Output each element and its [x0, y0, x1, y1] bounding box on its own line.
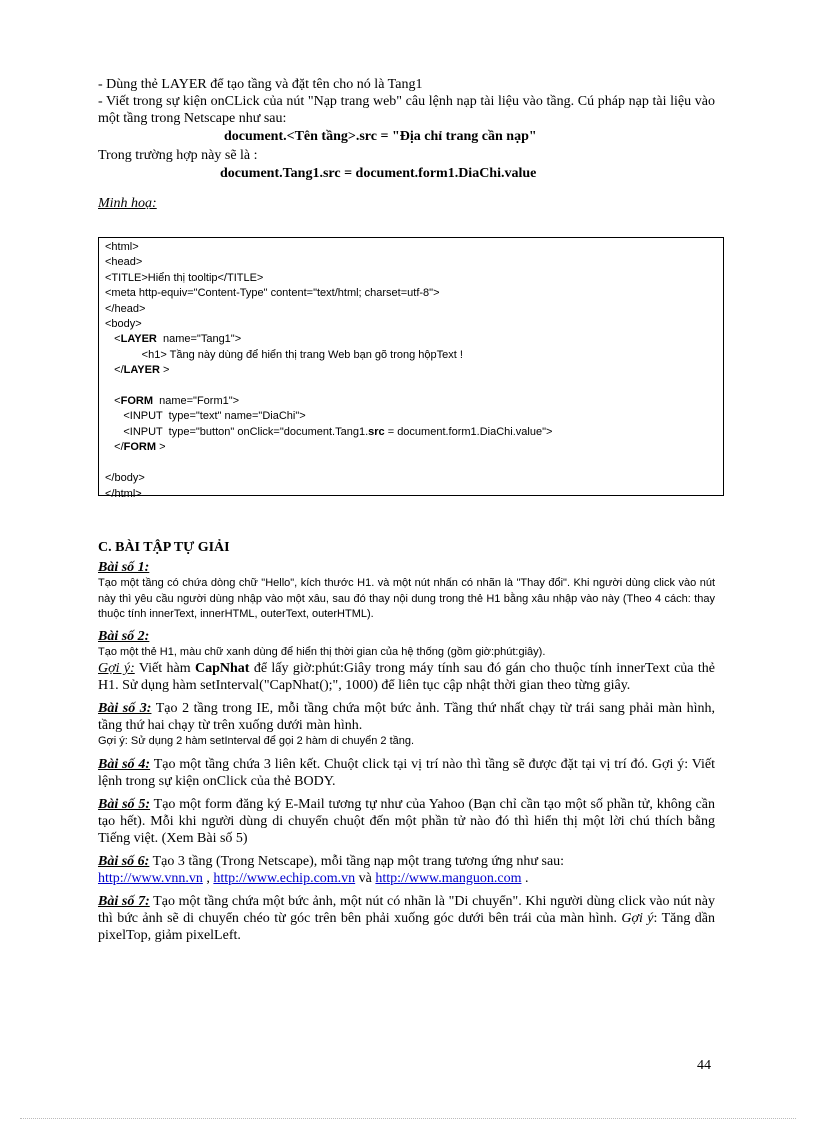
link-vnn[interactable]: http://www.vnn.vn	[98, 870, 203, 886]
exercise-3	[98, 700, 715, 734]
code-fragment: <	[105, 333, 121, 346]
exercise-1-heading: Bài số 1:	[98, 560, 150, 575]
code-keyword: LAYER	[120, 333, 157, 346]
separator: và	[355, 870, 376, 886]
separator: ,	[202, 870, 214, 886]
exercise-2-body: Tạo một thẻ H1, màu chữ xanh dùng để hiển thị thời gian của hệ thống (gồm giờ:phút:giây).	[98, 645, 546, 658]
code-line	[105, 332, 719, 347]
code-keyword: LAYER	[123, 364, 160, 377]
syntax-formula: document.<Tên tầng>.src = "Địa chỉ trang cần nạp"	[224, 129, 537, 144]
page-number: 44	[697, 1058, 711, 1073]
exercise-3-body: Tạo 2 tầng trong IE, mỗi tầng chứa một bức ảnh. Tầng thứ nhất chạy từ trái sang phải màn hình, tầng thứ hai chạy từ trên xuống dưới màn hình.	[98, 701, 715, 733]
exercise-3-heading: Bài số 3:	[98, 701, 152, 716]
code-line	[105, 394, 719, 409]
code-fragment: name="Tang1">	[156, 333, 242, 346]
code-fragment: </	[105, 364, 124, 377]
exercise-6-heading: Bài số 6:	[98, 853, 150, 869]
exercise-5-heading: Bài số 5:	[98, 796, 151, 812]
code-line	[105, 363, 719, 378]
exercise-4-heading: Bài số 4:	[98, 756, 151, 772]
hint-text: Viết hàm	[134, 661, 195, 676]
link-manguon[interactable]: http://www.manguon.com	[375, 870, 522, 886]
illustration-title: Minh hoạ:	[98, 196, 157, 211]
intro-line-2: - Viết trong sự kiện onCLick của nút "Nạp trang web" câu lệnh nạp tài liệu vào tầng. Cú pháp nạp tài liệu vào một tầng trong Netscape như sau:	[98, 94, 715, 126]
code-line	[105, 425, 719, 440]
code-fragment: <INPUT type="button" onClick="document.Tang1.	[105, 425, 369, 438]
exercise-7-body: Tạo một tầng chứa một bức ảnh, một nút có nhãn là "Di chuyển". Khi người dùng click vào nút này thì bức ảnh sẽ di chuyển chéo từ góc trên bên phải xuống góc dưới bên trái của màn hình.	[98, 893, 715, 926]
page-bottom-rule	[20, 1118, 796, 1119]
hint-function-name: CapNhat	[194, 661, 250, 676]
code-fragment: = document.form1.DiaChi.value">	[384, 425, 553, 438]
code-keyword: src	[368, 425, 385, 438]
hint-text: để lấy giờ:phút:Giây trong máy tính sau đó gán cho thuộc tính innerText của thẻ H1. Sử dụng hàm setInterval("CapNhat();", 1000) để liên tục cập nhật thời gian theo từng giây.	[98, 661, 715, 693]
code-listing	[98, 237, 724, 500]
hint-label: Gợi ý:	[98, 661, 135, 676]
code-fragment: </	[105, 441, 124, 454]
exercise-section	[98, 540, 715, 944]
code-keyword: FORM	[120, 395, 153, 408]
code-fragment: >	[156, 441, 166, 454]
code-fragment: >	[159, 364, 170, 377]
code-line: <meta http-equiv="Content-Type" content="text/html; charset=utf-8">	[105, 287, 440, 300]
code-line: <body>	[105, 318, 142, 331]
exercise-2-heading: Bài số 2:	[98, 628, 150, 644]
exercise-4	[98, 756, 715, 790]
exercise-4-body: Tạo một tầng chứa 3 liên kết. Chuột click tại vị trí nào thì tầng sẽ được đặt tại vị trí đó. Gợi ý: Viết lệnh trong sự kiện onClick của thẻ BODY.	[98, 756, 715, 789]
code-line: <INPUT type="text" name="DiaChi">	[105, 410, 306, 423]
intro-line-1: - Dùng thẻ LAYER để tạo tầng và đặt tên cho nó là Tang1	[98, 77, 423, 92]
exercise-6-body: Tạo 3 tầng (Trong Netscape), mỗi tầng nạp một trang tương ứng như sau:	[149, 853, 565, 869]
code-fragment: <	[105, 395, 121, 408]
code-line: <TITLE>Hiển thị tooltip</TITLE>	[105, 271, 264, 284]
code-line: </html>	[105, 487, 142, 500]
exercise-5-body: Tạo một form đăng ký E-Mail tương tự như của Yahoo (Bạn chỉ cần tạo một số phần tử, không cần tạo hết). Mỗi khi người dùng di chuyển chuột đến một phần tử nào đó thì hiển thị một lời chú thích bằng Tiếng việt. (Xem Bài số 5)	[98, 796, 715, 846]
code-line-blank	[105, 456, 719, 471]
hint-label: Gợi ý	[621, 910, 654, 926]
exercise-7-heading: Bài số 7:	[98, 893, 150, 909]
code-line: </body>	[105, 472, 145, 485]
example-formula: document.Tang1.src = document.form1.DiaChi.value	[220, 166, 537, 181]
code-fragment: name="Form1">	[152, 395, 240, 408]
code-line: <head>	[105, 256, 143, 269]
code-line	[105, 440, 719, 455]
separator: .	[521, 870, 529, 886]
exercise-7	[98, 893, 715, 944]
intro-line-3: Trong trường hợp này sẽ là :	[98, 148, 258, 163]
exercise-2-hint	[98, 660, 715, 694]
code-line: </head>	[105, 302, 146, 315]
link-echip[interactable]: http://www.echip.com.vn	[213, 870, 356, 886]
code-keyword: FORM	[123, 441, 157, 454]
code-line-blank	[105, 379, 719, 394]
exercise-3-hint: Gợi ý: Sử dụng 2 hàm setInterval để gọi 2 hàm di chuyển 2 tầng.	[98, 735, 415, 747]
section-title: C. BÀI TẬP TỰ GIẢI	[98, 540, 230, 555]
code-line: <h1> Tầng này dùng để hiển thị trang Web bạn gõ trong hộpText !	[105, 348, 463, 361]
intro-block	[98, 76, 715, 212]
hint-text: : Tăng dần pixelTop, giảm pixelLeft.	[98, 910, 716, 943]
code-line: <html>	[105, 241, 139, 253]
exercise-5	[98, 796, 715, 847]
exercise-1-body: Tạo một tầng có chứa dòng chữ "Hello", kích thước H1. và một nút nhấn có nhãn là "Thay đổi". Khi người dùng click vào nút này thì yêu cầu người dùng nhập vào một xâu, sau đó thay nội dung trong thẻ H1 bằng xâu nhập vào này (Theo 4 cách: thay thuộc tính innerText, innerHTML, outerText, outerHTML).	[98, 577, 715, 620]
exercise-6	[98, 853, 715, 887]
